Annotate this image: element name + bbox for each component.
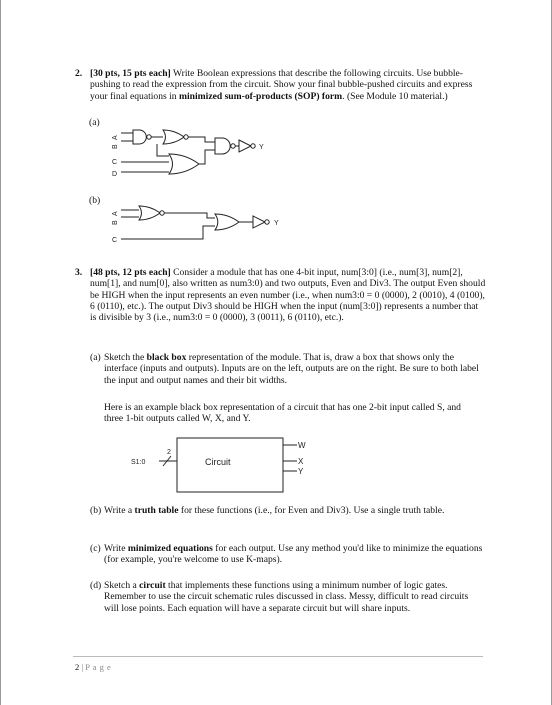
wire: [199, 150, 215, 164]
output-label-y: Y: [298, 467, 304, 476]
output-label-y: Y: [259, 144, 264, 151]
footer-divider: [73, 656, 483, 657]
question-text: representation of the module. That is, draw a box that shows only the interface (inputs and outputs). Inputs are on the left, outputs are on the right. Be sure to both label the input and output names and their bit widths.: [104, 352, 479, 386]
output-label-w: W: [298, 441, 306, 450]
emphasis-text: black box: [146, 352, 187, 363]
or-gate-2: [169, 154, 199, 174]
input-label-c: C: [112, 159, 118, 166]
part-3a: [90, 352, 488, 386]
part-label: (b): [90, 505, 102, 516]
inversion-bubble: [265, 220, 269, 224]
input-label: S1:0: [131, 459, 146, 466]
and-gate-1: [133, 130, 146, 144]
wire: [164, 213, 215, 218]
part-label: (c): [90, 543, 101, 554]
input-label-b: B: [112, 220, 119, 225]
page-label: P a g e: [85, 662, 112, 672]
and-gate-2: [215, 138, 230, 154]
part-a-label: (a): [89, 117, 100, 128]
question-text: Sketch a: [104, 580, 140, 591]
inversion-bubble: [147, 135, 151, 139]
wire: [157, 144, 169, 156]
question-text: Consider a module that has one 4-bit input, num[3:0] (i.e., num[3], num[2], num[1], and num[0], also written as num3:0) and two outputs, Even and Div3. The output Even should be HIGH when the input represents an even number (i.e., when num3:0 = 0 (0000), 2 (0010), 4 (0100), 6 (0110), etc.). The output Div3 should be HIGH when the input (num[3:0]) represents a number that is divisible by 3 (i.e., num3:0 = 0 (0000), 3 (0011), 6 (0110), etc.).: [90, 267, 486, 324]
question-text: Sketch the: [104, 352, 147, 363]
emphasis-text: minimized equations: [127, 543, 213, 554]
inversion-bubble: [251, 144, 255, 148]
question-text: . (See Module 10 material.): [342, 90, 448, 102]
question-number: 3.: [75, 267, 83, 278]
box-label: Circuit: [205, 457, 231, 467]
question-2: [75, 68, 487, 102]
question-text: for each output. Use any method you'd like to minimize the equations (for example, you're welcome to use K-maps).: [104, 543, 483, 566]
points-label: [48 pts, 12 pts each]: [90, 267, 171, 278]
part-b-label: (b): [89, 195, 101, 206]
input-label-a: A: [112, 135, 119, 140]
inversion-bubble: [160, 211, 164, 215]
points-label: [30 pts, 15 pts each]: [90, 68, 171, 79]
or-gate-1: [139, 206, 160, 220]
output-label-y: Y: [274, 220, 279, 227]
page-number: 2: [75, 662, 80, 672]
circuit-a-diagram: [109, 128, 269, 180]
part-3c-body: [104, 543, 484, 566]
input-label-b: B: [112, 144, 119, 149]
question-text: for these functions (i.e., for Even and Div3). Use a single truth table.: [178, 505, 445, 516]
question-3: [75, 267, 487, 324]
black-box-example: [121, 430, 311, 492]
input-label-d: D: [112, 171, 118, 178]
output-label-x: X: [298, 457, 304, 466]
bus-width-label: 2: [167, 449, 171, 456]
question-text: Write Boolean expressions that describe the following circuits. Use bubble-pushing to read the expression from the circuit. Show your final bubble-pushed circuits and express your final equations in: [90, 68, 473, 102]
wire-c: [121, 226, 215, 239]
question-3-body: [90, 267, 486, 323]
part-3d-body: [104, 580, 484, 614]
question-text: Write a: [104, 505, 135, 516]
part-3c: [90, 543, 488, 566]
buffer-gate: [253, 216, 265, 228]
buffer-gate: [239, 140, 251, 152]
question-text: that implements these functions using a minimum number of logic gates. Remember to use the circuit schematic rules discussed in class. Messy, difficult to read circuits will lose points. Each equation will have a separate circuit but will share inputs.: [104, 580, 469, 614]
or-gate-1: [163, 130, 184, 144]
or-gate-2: [215, 214, 239, 230]
part-3a-body: [104, 352, 484, 386]
input-label-a: A: [112, 211, 119, 216]
example-text: Here is an example black box representation of a circuit that has one 2-bit input called S, and three 1-bit outputs called W, X, and Y.: [104, 402, 461, 425]
part-3d: [90, 580, 488, 614]
question-text: Write: [104, 543, 128, 554]
question-2-body: [90, 68, 485, 102]
inversion-bubble: [231, 144, 235, 148]
part-label: (a): [90, 352, 101, 363]
emphasis-text: truth table: [134, 505, 179, 516]
inversion-bubble: [184, 135, 188, 139]
page-footer: [75, 662, 111, 673]
part-label: (d): [90, 580, 102, 591]
emphasis-text: minimized sum-of-products (SOP) form: [179, 90, 343, 102]
emphasis-text: circuit: [139, 580, 166, 591]
input-label-c: C: [112, 237, 118, 244]
part-3b: [90, 505, 488, 516]
wire: [188, 137, 215, 142]
part-3b-body: [104, 505, 484, 516]
question-number: 2.: [75, 68, 83, 79]
page-separator: |: [81, 662, 84, 672]
circuit-b-diagram: [109, 206, 289, 246]
